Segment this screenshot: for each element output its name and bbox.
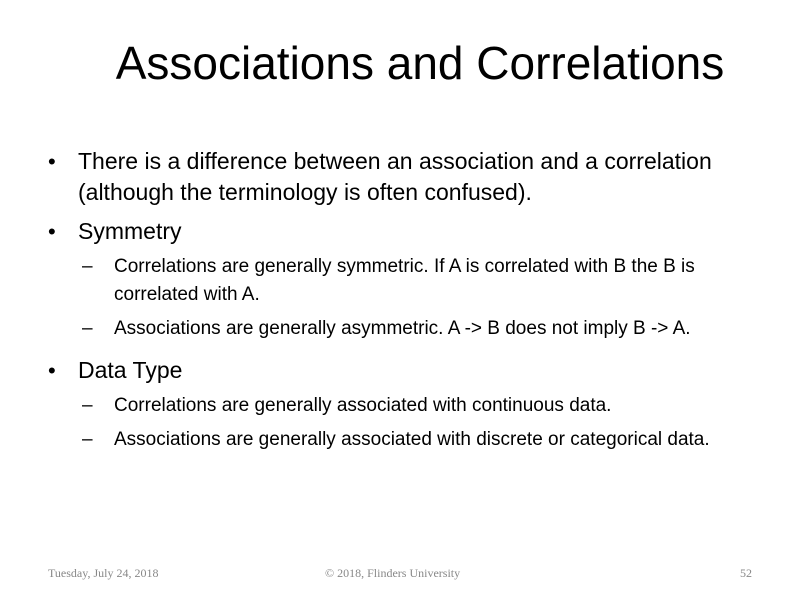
footer-copyright: © 2018, Flinders University bbox=[325, 566, 461, 580]
bullet-list bbox=[48, 146, 768, 466]
sub-bullet-list bbox=[78, 253, 768, 343]
sub-bullet-item: – Associations are generally associated with discrete or categorical data. bbox=[78, 426, 768, 454]
sub-bullet-item: – Correlations are generally symmetric. If A is correlated with B the B is correlated with A. bbox=[78, 253, 768, 309]
footer-page-number: 52 bbox=[740, 566, 752, 580]
bullet-text: There is a difference between an association and a correlation (although the terminology is often confused). bbox=[78, 148, 712, 205]
bullet-item bbox=[48, 216, 768, 343]
sub-bullet-item: – Correlations are generally associated with continuous data. bbox=[78, 392, 768, 420]
footer-date: Tuesday, July 24, 2018 bbox=[48, 566, 159, 580]
sub-bullet-item: – Associations are generally asymmetric. A -> B does not imply B -> A. bbox=[78, 315, 768, 343]
bullet-item bbox=[48, 146, 768, 208]
sub-bullet-list bbox=[78, 392, 768, 454]
bullet-text: Symmetry bbox=[78, 218, 182, 244]
slide-title: Associations and Correlations bbox=[115, 37, 725, 89]
bullet-item bbox=[48, 355, 768, 454]
bullet-text: Data Type bbox=[78, 357, 183, 383]
